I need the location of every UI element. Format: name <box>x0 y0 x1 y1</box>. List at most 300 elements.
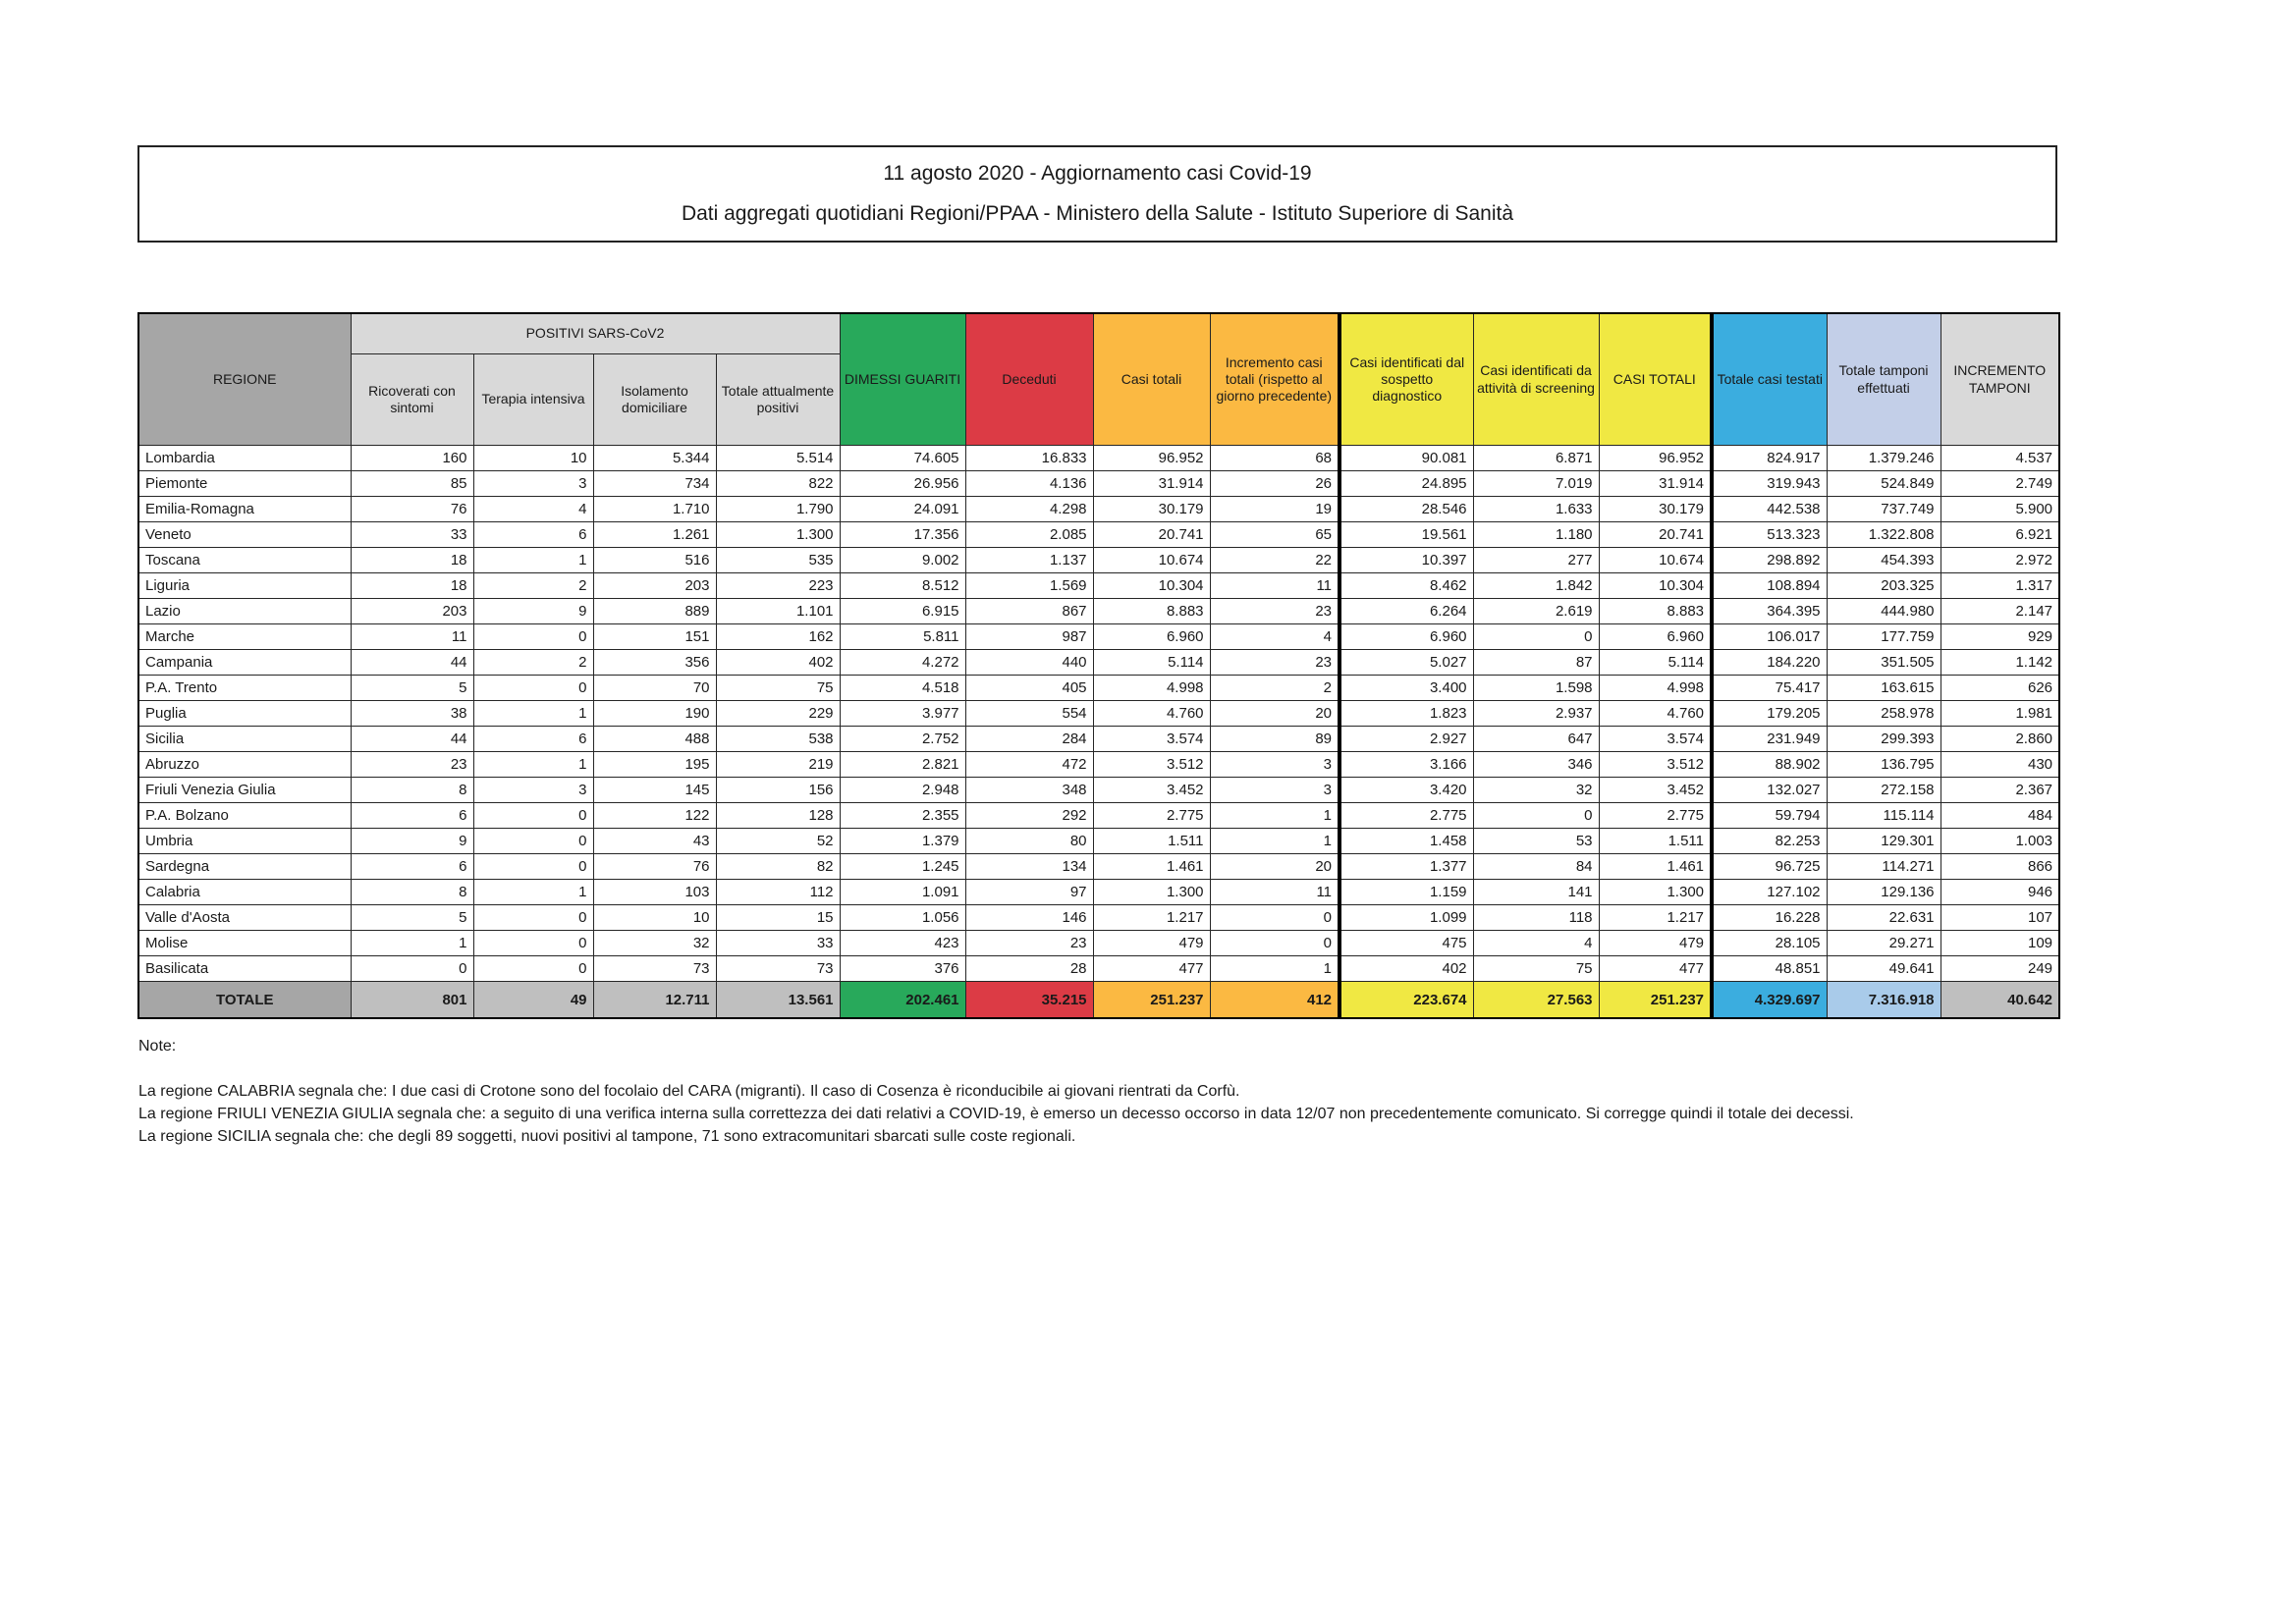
value-cell: 1.099 <box>1339 905 1473 931</box>
value-cell: 6.915 <box>840 599 965 624</box>
value-cell: 3.452 <box>1093 778 1210 803</box>
value-cell: 1.379 <box>840 829 965 854</box>
value-cell: 203 <box>351 599 473 624</box>
value-cell: 2.927 <box>1339 727 1473 752</box>
report-title: 11 agosto 2020 - Aggiornamento casi Covid-19 <box>883 162 1312 185</box>
table-row <box>138 497 2059 522</box>
value-cell: 43 <box>593 829 716 854</box>
value-cell: 824.917 <box>1712 446 1827 471</box>
table-row <box>138 446 2059 471</box>
value-cell: 118 <box>1473 905 1599 931</box>
value-cell: 1.180 <box>1473 522 1599 548</box>
column-header-terapia-intensiva: Terapia intensiva <box>473 354 593 446</box>
value-cell: 2.752 <box>840 727 965 752</box>
value-cell: 1.458 <box>1339 829 1473 854</box>
value-cell: 2 <box>473 650 593 676</box>
value-cell: 10.397 <box>1339 548 1473 573</box>
table-row <box>138 548 2059 573</box>
value-cell: 516 <box>593 548 716 573</box>
region-cell: Umbria <box>138 829 351 854</box>
total-value-cell: 7.316.918 <box>1827 982 1941 1019</box>
value-cell: 1.511 <box>1599 829 1712 854</box>
value-cell: 1.217 <box>1093 905 1210 931</box>
table-row <box>138 880 2059 905</box>
value-cell: 277 <box>1473 548 1599 573</box>
value-cell: 76 <box>593 854 716 880</box>
column-group-positivi-sars-cov2: POSITIVI SARS-CoV2 <box>351 313 840 354</box>
value-cell: 203 <box>593 573 716 599</box>
table-row <box>138 727 2059 752</box>
value-cell: 867 <box>965 599 1093 624</box>
value-cell: 444.980 <box>1827 599 1941 624</box>
value-cell: 1 <box>473 701 593 727</box>
table-row <box>138 573 2059 599</box>
value-cell: 2.749 <box>1941 471 2059 497</box>
value-cell: 1 <box>1210 956 1339 982</box>
table-row <box>138 829 2059 854</box>
value-cell: 4.298 <box>965 497 1093 522</box>
value-cell: 351.505 <box>1827 650 1941 676</box>
value-cell: 3 <box>473 778 593 803</box>
value-cell: 4.760 <box>1093 701 1210 727</box>
value-cell: 195 <box>593 752 716 778</box>
value-cell: 11 <box>351 624 473 650</box>
value-cell: 258.978 <box>1827 701 1941 727</box>
column-header-totale-positivi: Totale attualmente positivi <box>716 354 840 446</box>
value-cell: 20 <box>1210 854 1339 880</box>
value-cell: 1.217 <box>1599 905 1712 931</box>
value-cell: 1.300 <box>1093 880 1210 905</box>
region-cell: P.A. Bolzano <box>138 803 351 829</box>
value-cell: 2.775 <box>1093 803 1210 829</box>
value-cell: 4.518 <box>840 676 965 701</box>
value-cell: 2.937 <box>1473 701 1599 727</box>
value-cell: 22 <box>1210 548 1339 573</box>
value-cell: 734 <box>593 471 716 497</box>
region-cell: Emilia-Romagna <box>138 497 351 522</box>
table-row <box>138 956 2059 982</box>
value-cell: 2.821 <box>840 752 965 778</box>
total-value-cell: 223.674 <box>1339 982 1473 1019</box>
value-cell: 3 <box>473 471 593 497</box>
value-cell: 108.894 <box>1712 573 1827 599</box>
value-cell: 6 <box>473 522 593 548</box>
table-row <box>138 701 2059 727</box>
value-cell: 356 <box>593 650 716 676</box>
value-cell: 75 <box>716 676 840 701</box>
value-cell: 70 <box>593 676 716 701</box>
column-header-totale-tamponi: Totale tamponi effettuati <box>1827 313 1941 446</box>
value-cell: 52 <box>716 829 840 854</box>
value-cell: 162 <box>716 624 840 650</box>
report-subtitle: Dati aggregati quotidiani Regioni/PPAA - Ministero della Salute - Istituto Superiore di Sanità <box>681 202 1514 225</box>
column-header-sospetto-diagnostico: Casi identificati dal sospetto diagnostico <box>1339 313 1473 446</box>
value-cell: 59.794 <box>1712 803 1827 829</box>
table-footer <box>138 982 2059 1019</box>
value-cell: 109 <box>1941 931 2059 956</box>
region-cell: Lombardia <box>138 446 351 471</box>
total-value-cell: 40.642 <box>1941 982 2059 1019</box>
covid-data-table <box>137 312 2060 1019</box>
value-cell: 30.179 <box>1093 497 1210 522</box>
value-cell: 0 <box>473 854 593 880</box>
value-cell: 1.261 <box>593 522 716 548</box>
value-cell: 85 <box>351 471 473 497</box>
value-cell: 2.367 <box>1941 778 2059 803</box>
value-cell: 4.537 <box>1941 446 2059 471</box>
column-header-ricoverati: Ricoverati con sintomi <box>351 354 473 446</box>
value-cell: 11 <box>1210 880 1339 905</box>
value-cell: 6.960 <box>1093 624 1210 650</box>
value-cell: 5.900 <box>1941 497 2059 522</box>
value-cell: 0 <box>473 803 593 829</box>
value-cell: 1.137 <box>965 548 1093 573</box>
column-header-incremento-tamponi: INCREMENTO TAMPONI <box>1941 313 2059 446</box>
value-cell: 477 <box>1599 956 1712 982</box>
value-cell: 2.619 <box>1473 599 1599 624</box>
value-cell: 96.952 <box>1093 446 1210 471</box>
value-cell: 4.136 <box>965 471 1093 497</box>
value-cell: 5.811 <box>840 624 965 650</box>
region-cell: Marche <box>138 624 351 650</box>
value-cell: 0 <box>473 956 593 982</box>
value-cell: 1.710 <box>593 497 716 522</box>
value-cell: 1.317 <box>1941 573 2059 599</box>
value-cell: 0 <box>473 829 593 854</box>
value-cell: 1.569 <box>965 573 1093 599</box>
column-header-attivita-screening: Casi identificati da attività di screening <box>1473 313 1599 446</box>
value-cell: 96.952 <box>1599 446 1712 471</box>
value-cell: 475 <box>1339 931 1473 956</box>
value-cell: 87 <box>1473 650 1599 676</box>
value-cell: 10.304 <box>1093 573 1210 599</box>
value-cell: 626 <box>1941 676 2059 701</box>
value-cell: 26 <box>1210 471 1339 497</box>
region-cell: Piemonte <box>138 471 351 497</box>
value-cell: 88.902 <box>1712 752 1827 778</box>
value-cell: 10 <box>473 446 593 471</box>
value-cell: 10.674 <box>1599 548 1712 573</box>
value-cell: 442.538 <box>1712 497 1827 522</box>
region-cell: Campania <box>138 650 351 676</box>
value-cell: 1.790 <box>716 497 840 522</box>
value-cell: 223 <box>716 573 840 599</box>
value-cell: 18 <box>351 573 473 599</box>
value-cell: 49.641 <box>1827 956 1941 982</box>
value-cell: 4 <box>473 497 593 522</box>
value-cell: 190 <box>593 701 716 727</box>
region-cell: Calabria <box>138 880 351 905</box>
column-header-dimessi-guariti: DIMESSI GUARITI <box>840 313 965 446</box>
value-cell: 402 <box>716 650 840 676</box>
value-cell: 1.101 <box>716 599 840 624</box>
value-cell: 479 <box>1599 931 1712 956</box>
value-cell: 5.114 <box>1599 650 1712 676</box>
column-header-incremento-casi: Incremento casi totali (rispetto al giorno precedente) <box>1210 313 1339 446</box>
value-cell: 17.356 <box>840 522 965 548</box>
value-cell: 430 <box>1941 752 2059 778</box>
value-cell: 82.253 <box>1712 829 1827 854</box>
value-cell: 84 <box>1473 854 1599 880</box>
value-cell: 76 <box>351 497 473 522</box>
value-cell: 488 <box>593 727 716 752</box>
value-cell: 1 <box>1210 803 1339 829</box>
value-cell: 23 <box>965 931 1093 956</box>
value-cell: 647 <box>1473 727 1599 752</box>
value-cell: 6 <box>473 727 593 752</box>
table-row <box>138 650 2059 676</box>
value-cell: 8.462 <box>1339 573 1473 599</box>
value-cell: 2.355 <box>840 803 965 829</box>
value-cell: 28 <box>965 956 1093 982</box>
value-cell: 2.775 <box>1599 803 1712 829</box>
value-cell: 2 <box>1210 676 1339 701</box>
value-cell: 5.344 <box>593 446 716 471</box>
value-cell: 3.400 <box>1339 676 1473 701</box>
value-cell: 32 <box>593 931 716 956</box>
value-cell: 151 <box>593 624 716 650</box>
value-cell: 1.091 <box>840 880 965 905</box>
value-cell: 376 <box>840 956 965 982</box>
value-cell: 19 <box>1210 497 1339 522</box>
value-cell: 3.512 <box>1599 752 1712 778</box>
value-cell: 90.081 <box>1339 446 1473 471</box>
region-cell: Valle d'Aosta <box>138 905 351 931</box>
value-cell: 3.977 <box>840 701 965 727</box>
value-cell: 4 <box>1210 624 1339 650</box>
value-cell: 184.220 <box>1712 650 1827 676</box>
value-cell: 65 <box>1210 522 1339 548</box>
value-cell: 987 <box>965 624 1093 650</box>
table-row <box>138 803 2059 829</box>
table-row <box>138 471 2059 497</box>
value-cell: 454.393 <box>1827 548 1941 573</box>
value-cell: 89 <box>1210 727 1339 752</box>
value-cell: 1.159 <box>1339 880 1473 905</box>
value-cell: 889 <box>593 599 716 624</box>
table-header <box>138 313 2059 446</box>
value-cell: 472 <box>965 752 1093 778</box>
value-cell: 141 <box>1473 880 1599 905</box>
value-cell: 31.914 <box>1093 471 1210 497</box>
value-cell: 1.377 <box>1339 854 1473 880</box>
value-cell: 115.114 <box>1827 803 1941 829</box>
value-cell: 28.105 <box>1712 931 1827 956</box>
value-cell: 364.395 <box>1712 599 1827 624</box>
value-cell: 44 <box>351 727 473 752</box>
region-cell: Sardegna <box>138 854 351 880</box>
value-cell: 97 <box>965 880 1093 905</box>
value-cell: 10 <box>593 905 716 931</box>
value-cell: 405 <box>965 676 1093 701</box>
total-value-cell: 251.237 <box>1093 982 1210 1019</box>
value-cell: 16.228 <box>1712 905 1827 931</box>
value-cell: 10.674 <box>1093 548 1210 573</box>
value-cell: 477 <box>1093 956 1210 982</box>
value-cell: 0 <box>1473 624 1599 650</box>
value-cell: 20.741 <box>1599 522 1712 548</box>
value-cell: 423 <box>840 931 965 956</box>
value-cell: 31.914 <box>1599 471 1712 497</box>
value-cell: 0 <box>473 905 593 931</box>
value-cell: 82 <box>716 854 840 880</box>
table-row <box>138 778 2059 803</box>
value-cell: 16.833 <box>965 446 1093 471</box>
value-cell: 402 <box>1339 956 1473 982</box>
value-cell: 0 <box>1210 931 1339 956</box>
value-cell: 3 <box>1210 752 1339 778</box>
value-cell: 1.379.246 <box>1827 446 1941 471</box>
total-row <box>138 982 2059 1019</box>
value-cell: 9 <box>473 599 593 624</box>
value-cell: 2.775 <box>1339 803 1473 829</box>
value-cell: 866 <box>1941 854 2059 880</box>
value-cell: 10.304 <box>1599 573 1712 599</box>
table-row <box>138 599 2059 624</box>
value-cell: 231.949 <box>1712 727 1827 752</box>
value-cell: 75 <box>1473 956 1599 982</box>
value-cell: 8 <box>351 778 473 803</box>
value-cell: 0 <box>473 624 593 650</box>
region-cell: P.A. Trento <box>138 676 351 701</box>
value-cell: 134 <box>965 854 1093 880</box>
value-cell: 74.605 <box>840 446 965 471</box>
value-cell: 1.003 <box>1941 829 2059 854</box>
value-cell: 5.114 <box>1093 650 1210 676</box>
value-cell: 3.452 <box>1599 778 1712 803</box>
total-value-cell: 4.329.697 <box>1712 982 1827 1019</box>
value-cell: 68 <box>1210 446 1339 471</box>
value-cell: 6.960 <box>1339 624 1473 650</box>
value-cell: 6 <box>351 854 473 880</box>
value-cell: 24.091 <box>840 497 965 522</box>
value-cell: 1 <box>473 548 593 573</box>
value-cell: 128 <box>716 803 840 829</box>
value-cell: 1.981 <box>1941 701 2059 727</box>
value-cell: 163.615 <box>1827 676 1941 701</box>
value-cell: 80 <box>965 829 1093 854</box>
total-value-cell: 12.711 <box>593 982 716 1019</box>
value-cell: 2.860 <box>1941 727 2059 752</box>
value-cell: 23 <box>351 752 473 778</box>
value-cell: 1 <box>351 931 473 956</box>
value-cell: 4 <box>1473 931 1599 956</box>
value-cell: 6.264 <box>1339 599 1473 624</box>
value-cell: 33 <box>351 522 473 548</box>
value-cell: 272.158 <box>1827 778 1941 803</box>
value-cell: 1.598 <box>1473 676 1599 701</box>
value-cell: 6.960 <box>1599 624 1712 650</box>
column-header-casi-totali: Casi totali <box>1093 313 1210 446</box>
table-row <box>138 522 2059 548</box>
total-value-cell: 49 <box>473 982 593 1019</box>
table-row <box>138 676 2059 701</box>
value-cell: 946 <box>1941 880 2059 905</box>
table-row <box>138 931 2059 956</box>
value-cell: 9.002 <box>840 548 965 573</box>
value-cell: 513.323 <box>1712 522 1827 548</box>
note-friuli-venezia-giulia: La regione FRIULI VENEZIA GIULIA segnala che: a seguito di una verifica interna sulla correttezza dei dati relativi a COVID-19, è emerso un decesso occorso in data 12/07 non precedentemente comunicato. Si corregge quindi il totale dei decessi. <box>138 1106 1854 1122</box>
total-value-cell: 13.561 <box>716 982 840 1019</box>
value-cell: 6.871 <box>1473 446 1599 471</box>
region-cell: Puglia <box>138 701 351 727</box>
value-cell: 1.461 <box>1093 854 1210 880</box>
value-cell: 8 <box>351 880 473 905</box>
value-cell: 2 <box>473 573 593 599</box>
value-cell: 0 <box>1210 905 1339 931</box>
value-cell: 5 <box>351 676 473 701</box>
value-cell: 298.892 <box>1712 548 1827 573</box>
value-cell: 23 <box>1210 650 1339 676</box>
value-cell: 38 <box>351 701 473 727</box>
region-cell: Basilicata <box>138 956 351 982</box>
value-cell: 1.322.808 <box>1827 522 1941 548</box>
value-cell: 3 <box>1210 778 1339 803</box>
value-cell: 146 <box>965 905 1093 931</box>
value-cell: 145 <box>593 778 716 803</box>
column-header-regione: REGIONE <box>138 313 351 446</box>
value-cell: 44 <box>351 650 473 676</box>
region-cell: Friuli Venezia Giulia <box>138 778 351 803</box>
value-cell: 132.027 <box>1712 778 1827 803</box>
value-cell: 1.056 <box>840 905 965 931</box>
value-cell: 2.147 <box>1941 599 2059 624</box>
value-cell: 5.027 <box>1339 650 1473 676</box>
table-body <box>138 446 2059 982</box>
value-cell: 73 <box>716 956 840 982</box>
value-cell: 33 <box>716 931 840 956</box>
region-cell: Lazio <box>138 599 351 624</box>
value-cell: 15 <box>716 905 840 931</box>
value-cell: 177.759 <box>1827 624 1941 650</box>
value-cell: 160 <box>351 446 473 471</box>
region-cell: Veneto <box>138 522 351 548</box>
value-cell: 319.943 <box>1712 471 1827 497</box>
value-cell: 1.842 <box>1473 573 1599 599</box>
value-cell: 48.851 <box>1712 956 1827 982</box>
table-row <box>138 752 2059 778</box>
total-value-cell: 202.461 <box>840 982 965 1019</box>
total-value-cell: 412 <box>1210 982 1339 1019</box>
value-cell: 292 <box>965 803 1093 829</box>
value-cell: 299.393 <box>1827 727 1941 752</box>
value-cell: 122 <box>593 803 716 829</box>
value-cell: 23 <box>1210 599 1339 624</box>
value-cell: 4.998 <box>1599 676 1712 701</box>
value-cell: 4.998 <box>1093 676 1210 701</box>
value-cell: 26.956 <box>840 471 965 497</box>
value-cell: 0 <box>1473 803 1599 829</box>
total-value-cell: 801 <box>351 982 473 1019</box>
value-cell: 348 <box>965 778 1093 803</box>
value-cell: 1 <box>473 752 593 778</box>
value-cell: 103 <box>593 880 716 905</box>
value-cell: 4.760 <box>1599 701 1712 727</box>
value-cell: 6 <box>351 803 473 829</box>
note-calabria: La regione CALABRIA segnala che: I due casi di Crotone sono del focolaio del CARA (migranti). Il caso di Cosenza è riconducibile ai giovani rientrati da Corfù. <box>138 1083 1240 1100</box>
region-cell: Sicilia <box>138 727 351 752</box>
notes-section <box>138 1035 2068 1148</box>
value-cell: 229 <box>716 701 840 727</box>
column-header-totale-casi-testati: Totale casi testati <box>1712 313 1827 446</box>
value-cell: 1.461 <box>1599 854 1712 880</box>
value-cell: 737.749 <box>1827 497 1941 522</box>
value-cell: 19.561 <box>1339 522 1473 548</box>
region-cell: Toscana <box>138 548 351 573</box>
value-cell: 96.725 <box>1712 854 1827 880</box>
value-cell: 112 <box>716 880 840 905</box>
value-cell: 346 <box>1473 752 1599 778</box>
